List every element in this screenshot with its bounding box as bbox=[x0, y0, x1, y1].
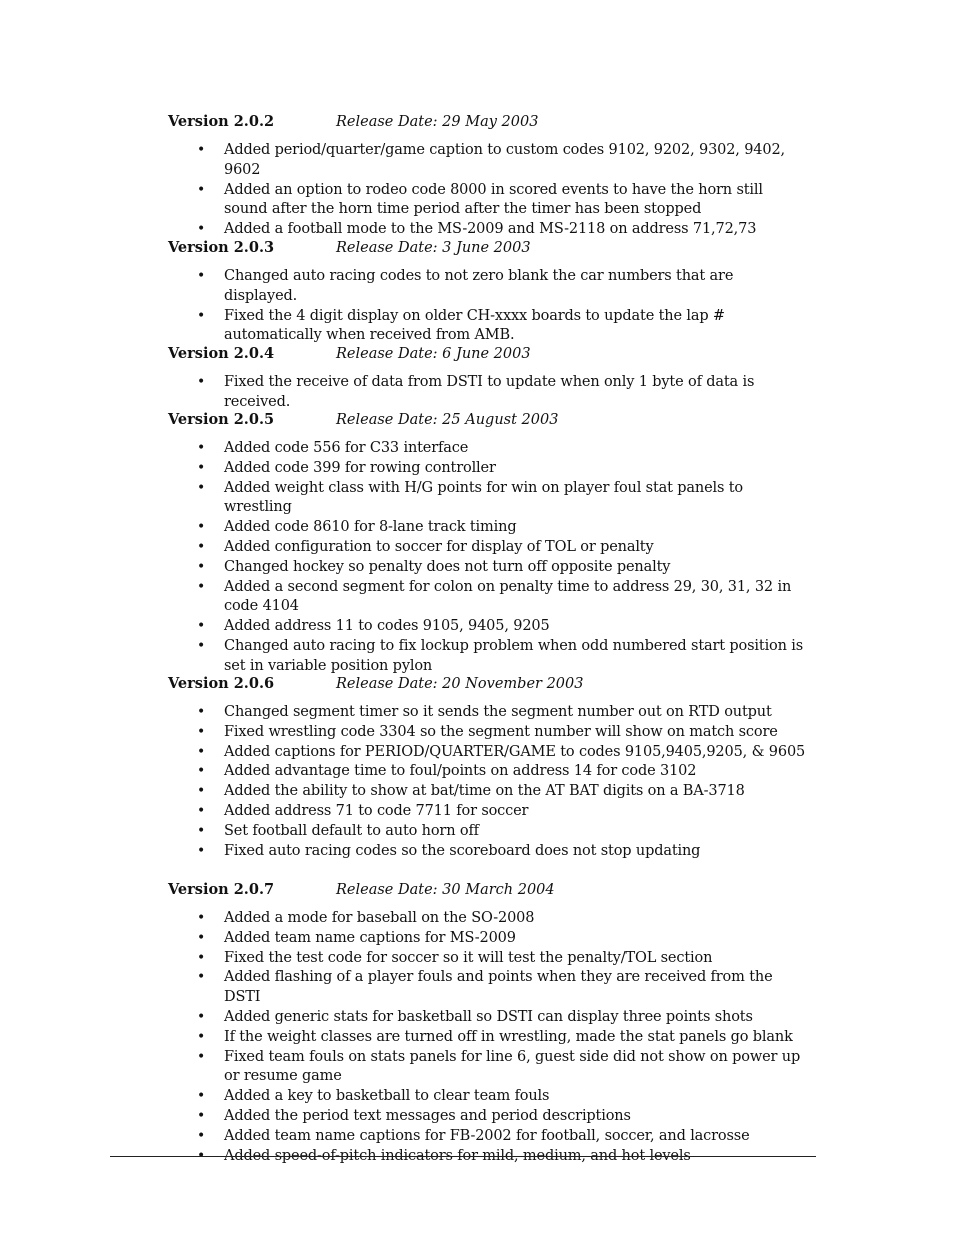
change-list bbox=[168, 373, 808, 413]
list-item bbox=[168, 762, 808, 782]
list-item bbox=[168, 617, 808, 637]
bullet-icon: • bbox=[197, 374, 206, 390]
bullet-icon: • bbox=[197, 969, 206, 986]
bullet-icon: • bbox=[197, 1147, 206, 1164]
version-block bbox=[168, 410, 808, 677]
version-header bbox=[168, 674, 808, 694]
version-header bbox=[168, 880, 808, 900]
list-item-text: Added an option to rodeo code 8000 in scored events to have the horn still sound after the horn time period after the timer has been stopped bbox=[224, 181, 763, 218]
list-item bbox=[168, 703, 808, 723]
list-item-text: Added the ability to show at bat/time on the AT BAT digits on a BA-3718 bbox=[224, 783, 745, 800]
list-item-text: Added flashing of a player fouls and points when they are received from the DSTI bbox=[224, 969, 773, 1006]
list-item-text: Added configuration to soccer for display of TOL or penalty bbox=[224, 538, 654, 555]
version-header bbox=[168, 344, 808, 364]
list-item-text: Added weight class with H/G points for win on player foul stat panels to wrestling bbox=[224, 479, 744, 516]
version-label: Version 2.0.5 bbox=[168, 411, 275, 428]
bullet-icon: • bbox=[197, 459, 206, 476]
list-item bbox=[168, 802, 808, 822]
change-list bbox=[168, 909, 808, 1166]
list-item-text: Set football default to auto horn off bbox=[224, 822, 479, 839]
list-item-text: Added a mode for baseball on the SO-2008 bbox=[224, 910, 535, 926]
version-label: Version 2.0.6 bbox=[168, 675, 275, 692]
bullet-icon: • bbox=[197, 221, 206, 238]
list-item bbox=[168, 1028, 808, 1048]
list-item-text: Added code 399 for rowing controller bbox=[224, 459, 496, 476]
list-item bbox=[168, 637, 808, 677]
release-date: Release Date: 29 May 2003 bbox=[336, 114, 539, 130]
bullet-icon: • bbox=[197, 618, 206, 635]
bullet-icon: • bbox=[197, 704, 206, 720]
bullet-icon: • bbox=[197, 822, 206, 839]
list-item bbox=[168, 578, 808, 618]
list-item bbox=[168, 1107, 808, 1127]
bullet-icon: • bbox=[197, 1127, 206, 1144]
version-block bbox=[168, 674, 808, 861]
list-item-text: Added captions for PERIOD/QUARTER/GAME to codes 9105,9405,9205, & 9605 bbox=[224, 743, 806, 760]
bullet-icon: • bbox=[197, 181, 206, 198]
list-item bbox=[168, 439, 808, 459]
bullet-icon: • bbox=[197, 1048, 206, 1065]
list-item-text: Added the period text messages and period descriptions bbox=[224, 1107, 631, 1124]
bullet-icon: • bbox=[197, 842, 206, 859]
bullet-icon: • bbox=[197, 743, 206, 760]
list-item-text: Changed segment timer so it sends the segment number out on RTD output bbox=[224, 704, 772, 720]
bullet-icon: • bbox=[197, 929, 206, 946]
list-item-text: Added generic stats for basketball so DSTI can display three points shots bbox=[224, 1008, 753, 1025]
release-date: Release Date: 25 August 2003 bbox=[336, 412, 559, 428]
release-date: Release Date: 3 June 2003 bbox=[336, 240, 531, 256]
list-item bbox=[168, 968, 808, 1008]
bullet-icon: • bbox=[197, 307, 206, 324]
change-list bbox=[168, 141, 808, 240]
list-item-text: Fixed the receive of data from DSTI to update when only 1 byte of data is received. bbox=[224, 374, 755, 410]
list-item-text: Changed auto racing to fix lockup problem when odd numbered start position is set in variable position pylon bbox=[224, 637, 804, 674]
list-item-text: Added a football mode to the MS-2009 and MS-2118 on address 71,72,73 bbox=[224, 221, 757, 238]
list-item-text: Fixed the 4 digit display on older CH-xxxx boards to update the lap # automatically when received from AMB. bbox=[224, 307, 725, 344]
list-item bbox=[168, 181, 808, 221]
bullet-icon: • bbox=[197, 637, 206, 654]
list-item bbox=[168, 1127, 808, 1147]
version-label: Version 2.0.4 bbox=[168, 345, 275, 362]
bullet-icon: • bbox=[197, 519, 206, 536]
list-item-text: Added address 11 to codes 9105, 9405, 9205 bbox=[224, 618, 550, 635]
list-item bbox=[168, 1008, 808, 1028]
list-item bbox=[168, 822, 808, 842]
list-item-text: If the weight classes are turned off in wrestling, made the stat panels go blank bbox=[224, 1028, 793, 1045]
list-item-text: Added code 8610 for 8-lane track timing bbox=[224, 519, 517, 536]
bullet-icon: • bbox=[197, 558, 206, 575]
version-label: Version 2.0.2 bbox=[168, 113, 275, 130]
version-block bbox=[168, 112, 808, 240]
release-date: Release Date: 30 March 2004 bbox=[336, 882, 555, 898]
list-item bbox=[168, 307, 808, 347]
list-item-text: Fixed team fouls on stats panels for line 6, guest side did not show on power up or resume game bbox=[224, 1048, 801, 1085]
list-item-text: Added period/quarter/game caption to custom codes 9102, 9202, 9302, 9402, 9602 bbox=[224, 142, 785, 178]
list-item-text: Fixed wrestling code 3304 so the segment number will show on match score bbox=[224, 723, 778, 740]
list-item bbox=[168, 1087, 808, 1107]
list-item bbox=[168, 459, 808, 479]
list-item bbox=[168, 929, 808, 949]
bullet-icon: • bbox=[197, 910, 206, 926]
list-item bbox=[168, 743, 808, 763]
release-date: Release Date: 20 November 2003 bbox=[336, 676, 584, 692]
bullet-icon: • bbox=[197, 949, 206, 966]
list-item bbox=[168, 1048, 808, 1088]
list-item bbox=[168, 141, 808, 181]
version-block bbox=[168, 880, 808, 1166]
version-label: Version 2.0.3 bbox=[168, 239, 275, 256]
bullet-icon: • bbox=[197, 802, 206, 819]
list-item bbox=[168, 538, 808, 558]
version-block bbox=[168, 344, 808, 413]
version-header bbox=[168, 112, 808, 132]
list-item-text: Added code 556 for C33 interface bbox=[224, 440, 469, 456]
release-date: Release Date: 6 June 2003 bbox=[336, 346, 531, 362]
list-item bbox=[168, 558, 808, 578]
bullet-icon: • bbox=[197, 538, 206, 555]
list-item-text: Changed hockey so penalty does not turn off opposite penalty bbox=[224, 558, 671, 575]
footer-rule bbox=[110, 1156, 816, 1157]
list-item bbox=[168, 220, 808, 240]
list-item bbox=[168, 782, 808, 802]
bullet-icon: • bbox=[197, 1088, 206, 1105]
list-item-text: Fixed the test code for soccer so it will test the penalty/TOL section bbox=[224, 949, 713, 966]
bullet-icon: • bbox=[197, 578, 206, 595]
list-item-text: Added advantage time to foul/points on address 14 for code 3102 bbox=[224, 763, 697, 780]
list-item bbox=[168, 949, 808, 969]
bullet-icon: • bbox=[197, 440, 206, 456]
bullet-icon: • bbox=[197, 783, 206, 800]
list-item-text: Fixed auto racing codes so the scoreboard does not stop updating bbox=[224, 842, 701, 859]
list-item-text: Added address 71 to code 7711 for soccer bbox=[224, 802, 529, 819]
change-list bbox=[168, 267, 808, 346]
list-item bbox=[168, 842, 808, 862]
bullet-icon: • bbox=[197, 142, 206, 158]
bullet-icon: • bbox=[197, 1028, 206, 1045]
bullet-icon: • bbox=[197, 763, 206, 780]
list-item bbox=[168, 723, 808, 743]
bullet-icon: • bbox=[197, 1008, 206, 1025]
list-item-text: Added team name captions for MS-2009 bbox=[224, 929, 516, 946]
change-list bbox=[168, 439, 808, 677]
list-item bbox=[168, 267, 808, 307]
version-label: Version 2.0.7 bbox=[168, 881, 275, 898]
version-header bbox=[168, 238, 808, 258]
bullet-icon: • bbox=[197, 268, 206, 284]
version-header bbox=[168, 410, 808, 430]
list-item-text: Added speed-of-pitch indicators for mild, medium, and hot levels bbox=[224, 1147, 691, 1164]
bullet-icon: • bbox=[197, 479, 206, 496]
bullet-icon: • bbox=[197, 1107, 206, 1124]
list-item bbox=[168, 373, 808, 413]
list-item bbox=[168, 518, 808, 538]
list-item-text: Added a second segment for colon on penalty time to address 29, 30, 31, 32 in code 4104 bbox=[224, 578, 792, 615]
change-list bbox=[168, 703, 808, 861]
bullet-icon: • bbox=[197, 723, 206, 740]
version-block bbox=[168, 238, 808, 346]
list-item-text: Added a key to basketball to clear team fouls bbox=[224, 1088, 550, 1105]
list-item-text: Changed auto racing codes to not zero blank the car numbers that are displayed. bbox=[224, 268, 734, 304]
list-item-text: Added team name captions for FB-2002 for football, soccer, and lacrosse bbox=[224, 1127, 750, 1144]
list-item bbox=[168, 909, 808, 929]
list-item bbox=[168, 479, 808, 519]
